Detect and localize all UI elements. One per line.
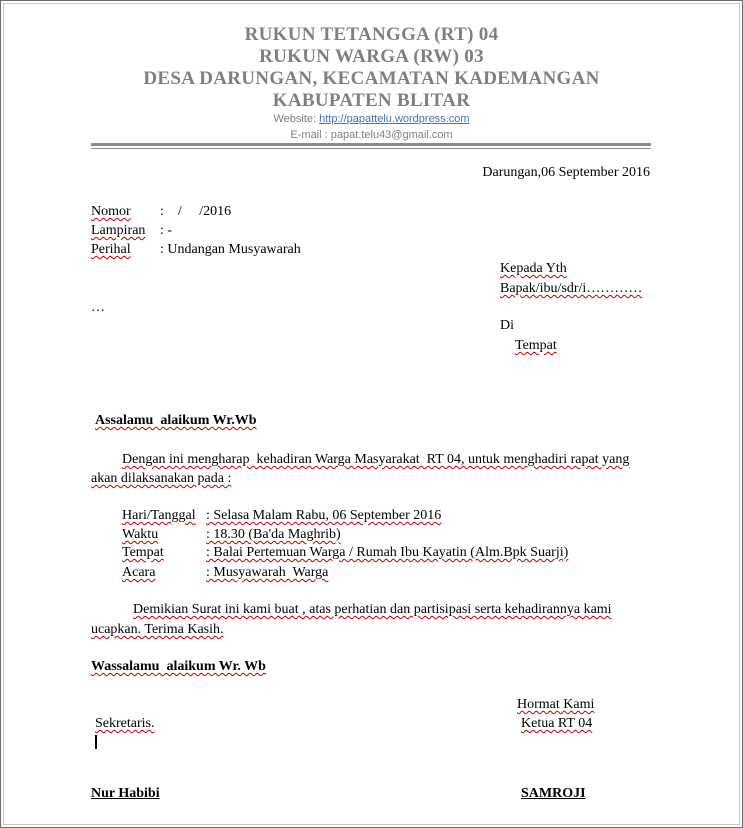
- date-line: Darungan,06 September 2016: [482, 165, 650, 180]
- detail-label-tempat: Tempat: [122, 545, 164, 560]
- recipient-ellipsis: …: [91, 300, 105, 315]
- letterhead-rule-thin: [91, 148, 651, 149]
- lampiran-value: : -: [160, 223, 173, 238]
- perihal-label: Perihal: [91, 242, 131, 257]
- detail-value-hari: : Selasa Malam Rabu, 06 September 2016: [206, 508, 442, 523]
- hormat-kami: Hormat Kami: [517, 697, 595, 712]
- perihal-value: : Undangan Musyawarah: [160, 242, 301, 257]
- recipient-kepada: Kepada Yth: [500, 261, 567, 276]
- detail-value-tempat: : Balai Pertemuan Warga / Rumah Ibu Kayatin (Alm.Bpk Suarji): [206, 545, 569, 560]
- ketua-name: SAMROJI: [521, 786, 586, 801]
- lampiran-label: Lampiran: [91, 223, 146, 238]
- letterhead-rule-thick: [91, 143, 651, 146]
- website-link[interactable]: http://papattelu.wordpress.com: [319, 113, 470, 125]
- detail-value-acara: : Musyawarah Warga: [206, 565, 329, 580]
- letterhead-rw: RUKUN WARGA (RW) 03: [259, 46, 484, 67]
- sekretaris-name: Nur Habibi: [91, 786, 160, 801]
- body-para2-line2: ucapkan. Terima Kasih.: [91, 622, 224, 637]
- text-cursor: [95, 735, 97, 749]
- ketua-title: Ketua RT 04: [521, 716, 593, 731]
- body-para2-line1: Demikian Surat ini kami buat , atas perhatian dan partisipasi serta kehadirannya kami: [133, 602, 612, 617]
- detail-label-acara: Acara: [122, 565, 156, 580]
- body-para1-line1: Dengan ini mengharap kehadiran Warga Masyarakat RT 04, untuk menghadiri rapat yang: [122, 452, 630, 467]
- recipient-tempat: Tempat: [515, 338, 557, 353]
- website-label: Website:: [273, 113, 320, 125]
- detail-label-waktu: Waktu: [122, 527, 159, 542]
- detail-label-hari: Hari/Tanggal: [122, 508, 196, 523]
- greeting: Assalamu alaikum Wr.Wb: [95, 413, 257, 428]
- email-value: papat.telu43@gmail.com: [330, 129, 453, 141]
- letterhead-kabupaten: KABUPATEN BLITAR: [272, 90, 471, 111]
- nomor-label: Nomor: [91, 204, 131, 219]
- recipient-di: Di: [500, 318, 514, 333]
- closing: Wassalamu alaikum Wr. Wb: [91, 659, 266, 674]
- sekretaris-title: Sekretaris.: [95, 716, 155, 731]
- recipient-bapak: Bapak/ibu/sdr/i…………: [500, 281, 643, 296]
- email-label: E-mail :: [290, 129, 331, 141]
- nomor-value: : / /2016: [160, 204, 232, 219]
- body-para1-line2: akan dilaksanakan pada :: [91, 471, 232, 486]
- letterhead-desa: DESA DARUNGAN, KECAMATAN KADEMANGAN: [143, 68, 600, 89]
- email-line: [0, 129, 743, 141]
- letterhead-rt: RUKUN TETANGGA (RT) 04: [244, 24, 499, 45]
- detail-value-waktu: : 18.30 (Ba'da Maghrib): [206, 527, 341, 542]
- website-line: [0, 113, 743, 125]
